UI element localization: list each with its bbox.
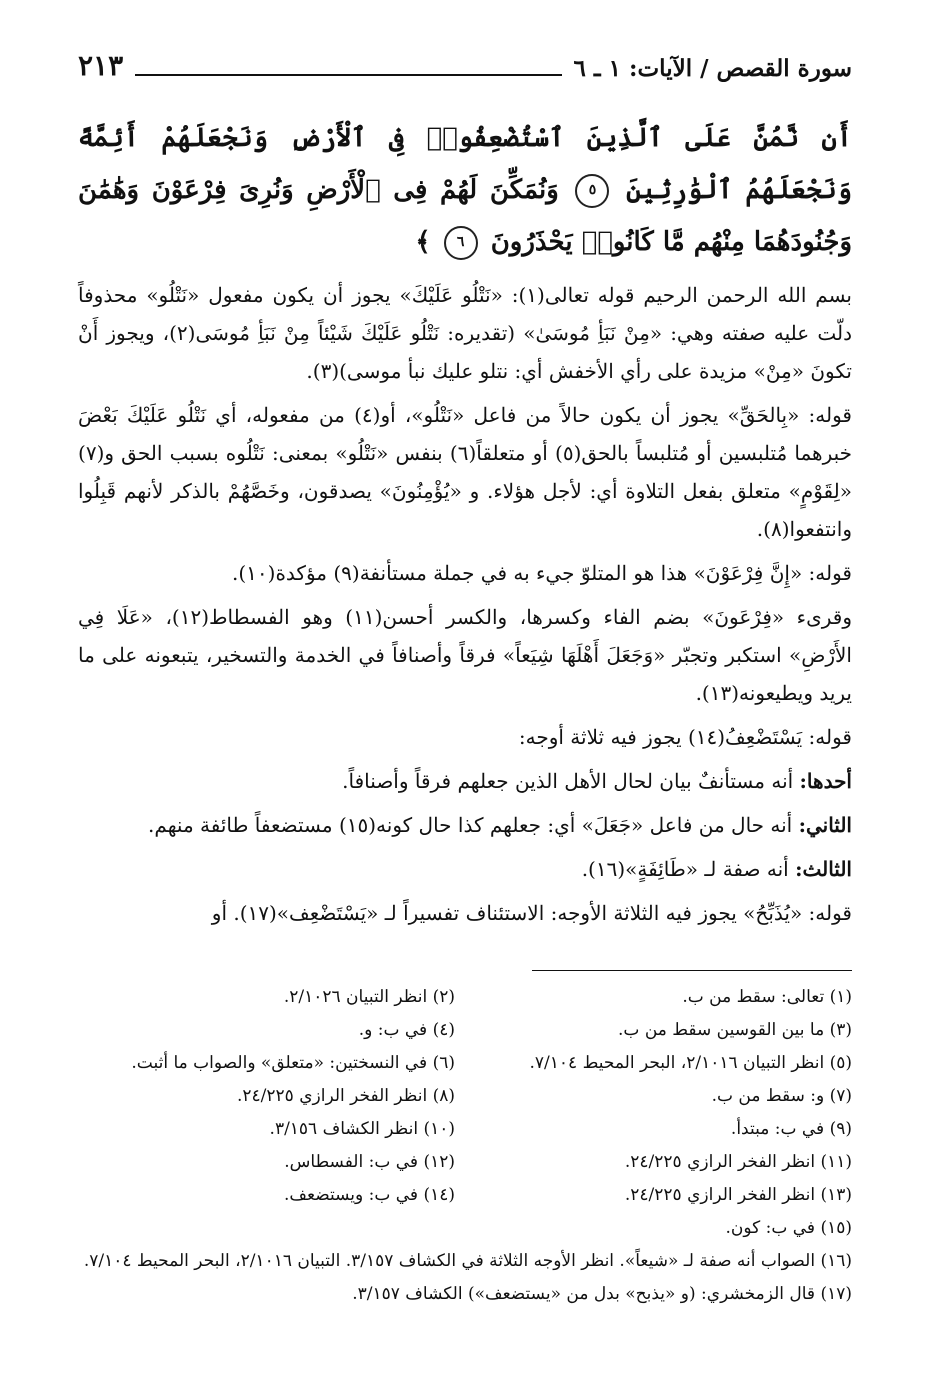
paragraph-lead: الثاني: <box>798 813 852 837</box>
header-title: سورة القصص / الآيات: ١ ـ ٦ <box>573 55 852 82</box>
commentary-paragraph <box>78 894 852 932</box>
footnote: (٧) و: سقط من ب. <box>711 1086 852 1106</box>
footnote: (٩) في ب: مبتدأ. <box>730 1119 852 1139</box>
footnote: (١) تعالى: سقط من ب. <box>682 987 852 1007</box>
footnote: (١٣) انظر الفخر الرازي ٢٤/٢٢٥. <box>624 1185 852 1205</box>
commentary-paragraph <box>78 850 852 888</box>
commentary-paragraph <box>78 276 852 390</box>
verse-closing-bracket: ﴾ <box>415 227 431 257</box>
paragraph-text: أنه صفة لـ «طَائِفَةٍ»(١٦). <box>581 857 789 881</box>
footnote-separator <box>532 970 852 971</box>
page-header <box>78 40 852 82</box>
commentary-paragraph <box>78 718 852 756</box>
commentary-paragraph <box>78 762 852 800</box>
footnote: (١٦) الصواب أنه صفة لـ «شيعاً». انظر الأوجه الثلاثة في الكشاف ٣/١٥٧. التبيان ٢/١٠١٦، البحر المحيط ٧/١٠٤. <box>83 1251 852 1271</box>
quran-verse <box>78 112 852 268</box>
paragraph-text: قوله: «بِالحَقِّ» يجوز أن يكون حالاً من فاعل «نَتْلُو»، أو(٤) من مفعوله، أي نَتْلُو عَلَيْكَ بَعْضَ خبرهما مُتلبسين أو مُتلبساً بالحق(٥) أو متعلقاً(٦) بنفس «نَتْلُو» بمعنى: نَتْلُوه بسبب الحق و(٧) «لِقَوْمٍ» متعلق بفعل التلاوة أي: لأجل هؤلاء. و «يُؤْمِنُونَ» يصدقون، وخَصَّهُمْ بالذكر لأنهم قَبِلُوا وانتفعوا(٨). <box>78 403 853 541</box>
footnote: (١٠) انظر الكشاف ٣/١٥٦. <box>269 1119 455 1139</box>
footnote: (١٢) في ب: الفسطاس. <box>284 1152 455 1172</box>
footnote: (٣) ما بين القوسين سقط من ب. <box>618 1020 852 1040</box>
commentary-paragraph <box>78 396 852 548</box>
footnote: (٦) في النسختين: «متعلق» والصواب ما أثبت. <box>131 1053 455 1073</box>
ayah-number-marker: ٥ <box>575 174 609 208</box>
footnotes-wide <box>78 1212 852 1311</box>
paragraph-lead: أحدها: <box>799 769 852 793</box>
paragraph-text: قوله: «إِنَّ فِرْعَوْنَ» هذا هو المتلوّ جيء به في جملة مستأنفة(٩) مؤكدة(١٠). <box>231 561 852 585</box>
footnote: (١١) انظر الفخر الرازي ٢٤/٢٢٥. <box>624 1152 852 1172</box>
paragraph-text: أنه مستأنفٌ بيان لحال الأهل الذين جعلهم فرقاً وأصنافاً. <box>342 769 794 793</box>
footnote: (١٧) قال الزمخشري: (و «يذبح» بدل من «يستضعف») الكشاف ٣/١٥٧. <box>352 1284 852 1304</box>
paragraph-text: وقرىء «فِرْعَونَ» بضم الفاء وكسرها، والكسر أحسن(١١) وهو الفسطاط(١٢)، «عَلَا فِي الأَرْضِ» استكبر وتجبّر «وَجَعَلَ أَهْلَهَا شِيَعاً» فرقاً وأصنافاً في الخدمة والتسخير، يتبعونه على ما يريد ويطيعونه(١٣). <box>78 605 852 705</box>
footnote: (٢) انظر التبيان ٢/١٠٢٦. <box>283 987 455 1007</box>
commentary-paragraph <box>78 598 852 712</box>
footnote: (٤) في ب: و. <box>358 1020 455 1040</box>
commentary-body <box>78 276 852 932</box>
footnote: (١٤) في ب: ويستضعف. <box>284 1185 455 1205</box>
page-number: ٢١٣ <box>78 49 124 82</box>
paragraph-text: قوله: يَسْتَضْعِفُ(١٤) يجوز فيه ثلاثة أوجه: <box>518 725 852 749</box>
footnote: (٨) انظر الفخر الرازي ٢٤/٢٢٥. <box>237 1086 455 1106</box>
commentary-paragraph <box>78 806 852 844</box>
paragraph-text: أنه حال من فاعل «جَعَلَ» أي: جعلهم كذا حال كونه(١٥) مستضعفاً طائفة منهم. <box>148 813 793 837</box>
paragraph-text: بسم الله الرحمن الرحيم قوله تعالى(١): «نَتْلُو عَلَيْكَ» يجوز أن يكون مفعول «نَتْلُو» محذوفاً دلّت عليه صفته وهي: «مِنْ نَبَأِ مُوسَىٰ» (تقديره: نَتْلُو عَلَيْكَ شَيْئاً مِنْ نَبَأِ مُوسَى(٢)، ويجوز أَنْ تكونَ «مِنْ» مزيدة على رأي الأخفش أي: نتلو عليك نبأ موسى)(٣). <box>78 283 853 383</box>
paragraph-text: قوله: «يُذَبِّحُ» يجوز فيه الثلاثة الأوجه: الاستئناف تفسيراً لـ «يَسْتَضْعِف»(١٧). أو <box>211 901 852 925</box>
verse-text-1: أَن نَّمُنَّ عَلَى ٱلَّذِينَ ٱسْتُضْعِفُوا۟ فِى ٱلْأَرْضِ وَنَجْعَلَهُمْ أَئِمَّةً وَنَجْعَلَهُمُ ٱلْوَٰرِثِينَ <box>78 123 852 205</box>
footnotes-grid <box>78 981 852 1212</box>
verse-text-2: وَنُمَكِّنَ لَهُمْ فِى ٱلْأَرْضِ وَنُرِىَ فِرْعَوْنَ وَهَٰمَٰنَ وَجُنُودَهُمَا مِنْهُم مَّا كَانُوا۟ يَحْذَرُونَ <box>78 175 852 257</box>
commentary-paragraph <box>78 554 852 592</box>
ayah-number-marker: ٦ <box>444 226 478 260</box>
header-rule <box>135 74 561 76</box>
footnote: (٥) انظر التبيان ٢/١٠١٦، البحر المحيط ٧/١٠٤. <box>529 1053 852 1073</box>
footnote: (١٥) في ب: كون. <box>725 1218 852 1238</box>
paragraph-lead: الثالث: <box>795 857 852 881</box>
